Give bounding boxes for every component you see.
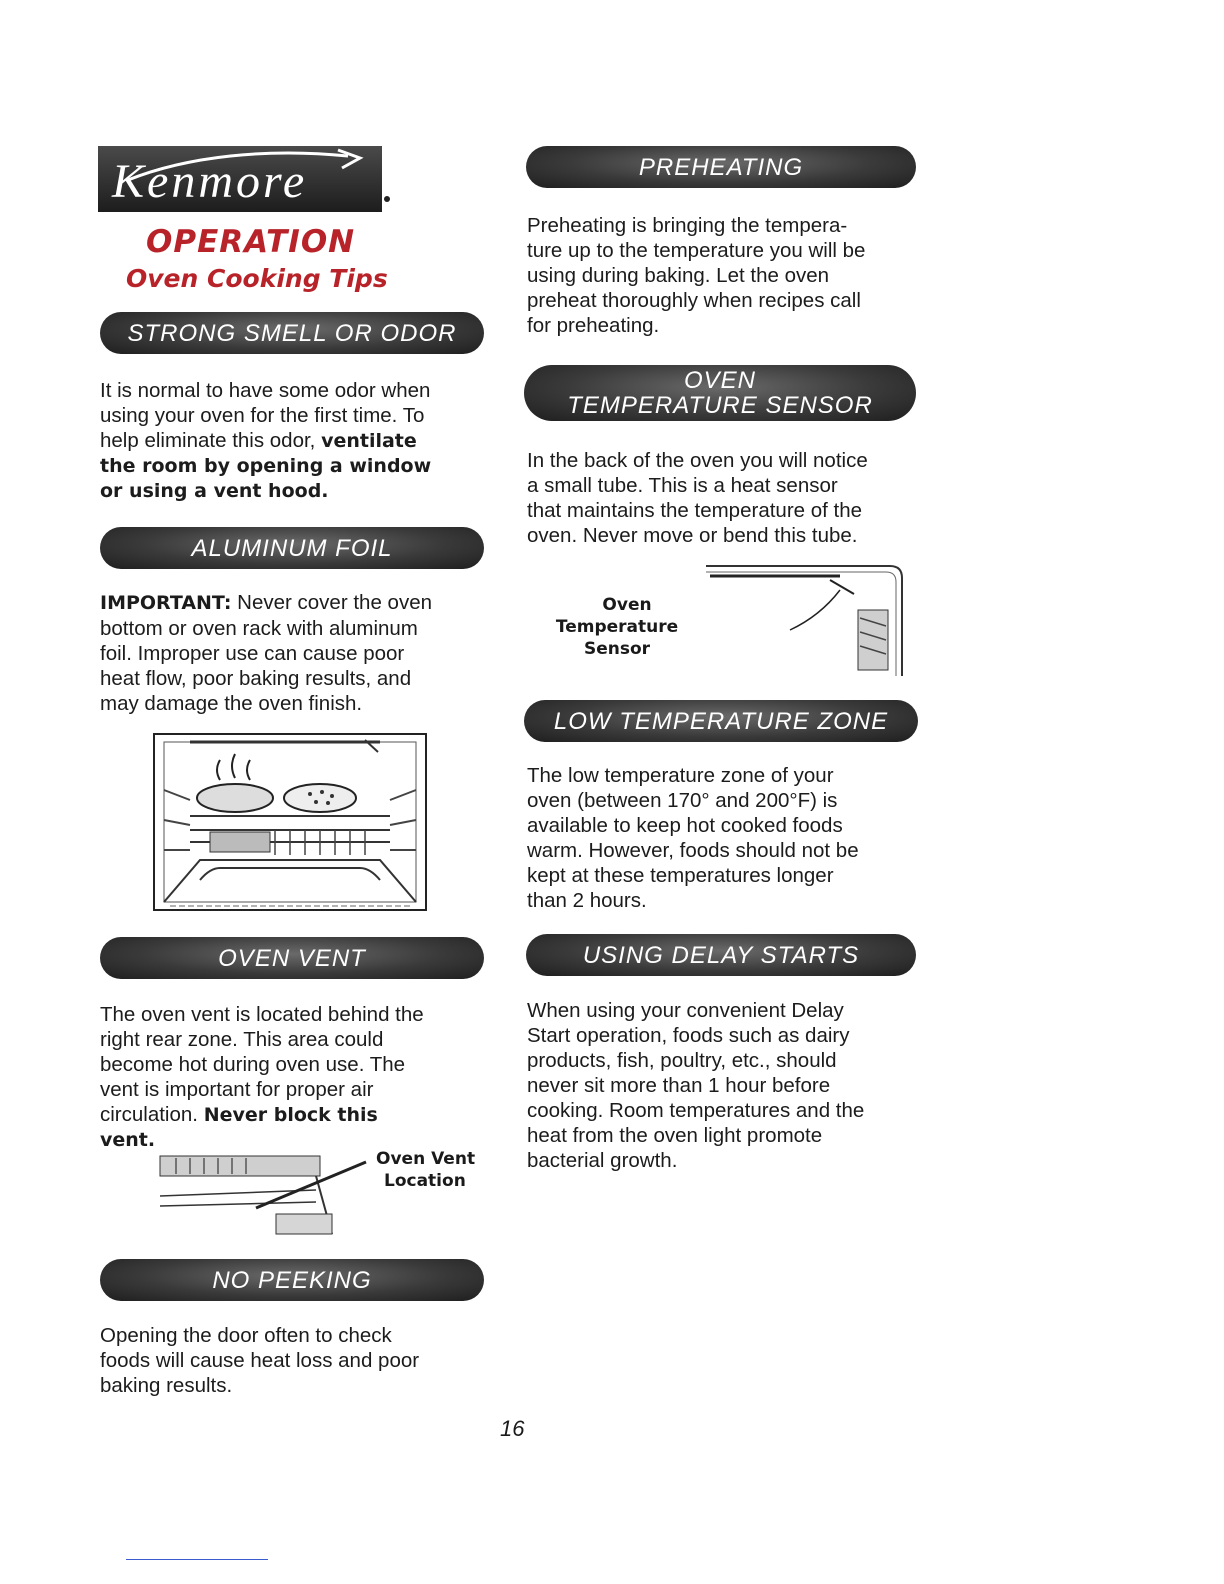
bold-text: ventilate	[321, 430, 417, 452]
preheating-text	[527, 213, 927, 338]
text-line: right rear zone. This area could	[100, 1028, 384, 1051]
text-line: may damage the oven finish.	[100, 692, 363, 715]
oven-vent-illustration	[156, 1150, 376, 1236]
text-line: The low temperature zone of your	[527, 764, 834, 787]
callout-line: Oven	[602, 595, 652, 615]
text-line: kept at these temperatures longer	[527, 864, 834, 887]
logo-trademark-dot	[384, 196, 390, 202]
section-heading-low-temp: LOW TEMPERATURE ZONE	[524, 700, 918, 742]
delay-start-text	[527, 998, 927, 1173]
text-line: oven (between 170° and 200°F) is	[527, 789, 838, 812]
text-line: Start operation, foods such as dairy	[527, 1024, 850, 1047]
callout-line: Temperature Sensor	[555, 617, 679, 659]
text-line: products, fish, poultry, etc., should	[527, 1049, 837, 1072]
aluminum-foil-text	[100, 590, 500, 716]
text-line: cooking. Room temperatures and the	[527, 1099, 865, 1122]
text-line: become hot during oven use. The	[100, 1053, 406, 1076]
text-line: It is normal to have some odor when	[100, 379, 431, 402]
page-subtitle: Oven Cooking Tips	[126, 264, 388, 293]
section-heading-temp-sensor	[524, 365, 916, 421]
text-line: When using your convenient Delay	[527, 999, 844, 1022]
text-line: foods will cause heat loss and poor	[100, 1349, 420, 1372]
important-label: IMPORTANT:	[100, 592, 232, 614]
section-heading-oven-vent: OVEN VENT	[100, 937, 484, 979]
page-number: 16	[500, 1416, 525, 1441]
temp-sensor-illustration	[690, 560, 910, 680]
section-heading-no-peeking: NO PEEKING	[100, 1259, 484, 1301]
section-heading-preheating: PREHEATING	[526, 146, 916, 188]
strong-smell-text	[100, 378, 500, 504]
text-line: bottom or oven rack with aluminum	[100, 617, 418, 640]
bold-text: Never block this	[203, 1104, 378, 1126]
text-line: available to keep hot cooked foods	[527, 814, 843, 837]
temp-sensor-text	[527, 448, 927, 548]
text-line: preheat thoroughly when recipes call	[527, 289, 861, 312]
text-line: a small tube. This is a heat sensor	[527, 474, 838, 497]
text-line: warm. However, foods should not be	[527, 839, 859, 862]
section-heading-strong-smell: STRONG SMELL OR ODOR	[100, 312, 484, 354]
heading-line: OVEN	[683, 367, 756, 394]
heading-line: TEMPERATURE SENSOR	[567, 392, 873, 419]
text-line: for preheating.	[527, 314, 660, 337]
text-line: Opening the door often to check	[100, 1324, 392, 1347]
text-line: Preheating is bringing the tempera-	[527, 214, 848, 237]
text-line: never sit more than 1 hour before	[527, 1074, 831, 1097]
page-title: OPERATION	[146, 224, 356, 260]
oven-interior-illustration	[150, 730, 430, 915]
text-line: using your oven for the first time. To	[100, 404, 425, 427]
oven-vent-callout	[376, 1148, 475, 1192]
section-heading-aluminum-foil: ALUMINUM FOIL	[100, 527, 484, 569]
low-temp-text	[527, 763, 927, 913]
text-line: foil. Improper use can cause poor	[100, 642, 405, 665]
oven-vent-text	[100, 1002, 500, 1153]
text-line: help eliminate this odor,	[100, 429, 322, 452]
text-line: In the back of the oven you will notice	[527, 449, 868, 472]
text-line: baking results.	[100, 1374, 233, 1397]
text-line: vent is important for proper air	[100, 1078, 374, 1101]
bold-text: the room by opening a window	[100, 455, 432, 477]
text-line: that maintains the temperature of the	[527, 499, 863, 522]
text-line: Never cover the oven	[231, 591, 432, 614]
text-line: heat flow, poor baking results, and	[100, 667, 412, 690]
callout-line: Oven Vent	[376, 1149, 476, 1169]
no-peeking-text	[100, 1323, 500, 1398]
text-line: heat from the oven light promote	[527, 1124, 823, 1147]
text-line: using during baking. Let the oven	[527, 264, 830, 287]
section-heading-delay-start: USING DELAY STARTS	[526, 934, 916, 976]
text-line: circulation.	[100, 1103, 204, 1126]
footer-rule	[126, 1559, 268, 1560]
temp-sensor-callout	[527, 594, 707, 660]
brand-name: Kenmore	[112, 155, 308, 208]
bold-text: vent.	[100, 1129, 156, 1151]
text-line: oven. Never move or bend this tube.	[527, 524, 858, 547]
text-line: bacterial growth.	[527, 1149, 678, 1172]
text-line: ture up to the temperature you will be	[527, 239, 866, 262]
bold-text: or using a vent hood.	[100, 480, 329, 502]
text-line: than 2 hours.	[527, 889, 647, 912]
text-line: The oven vent is located behind the	[100, 1003, 424, 1026]
callout-line: Location	[384, 1171, 466, 1191]
